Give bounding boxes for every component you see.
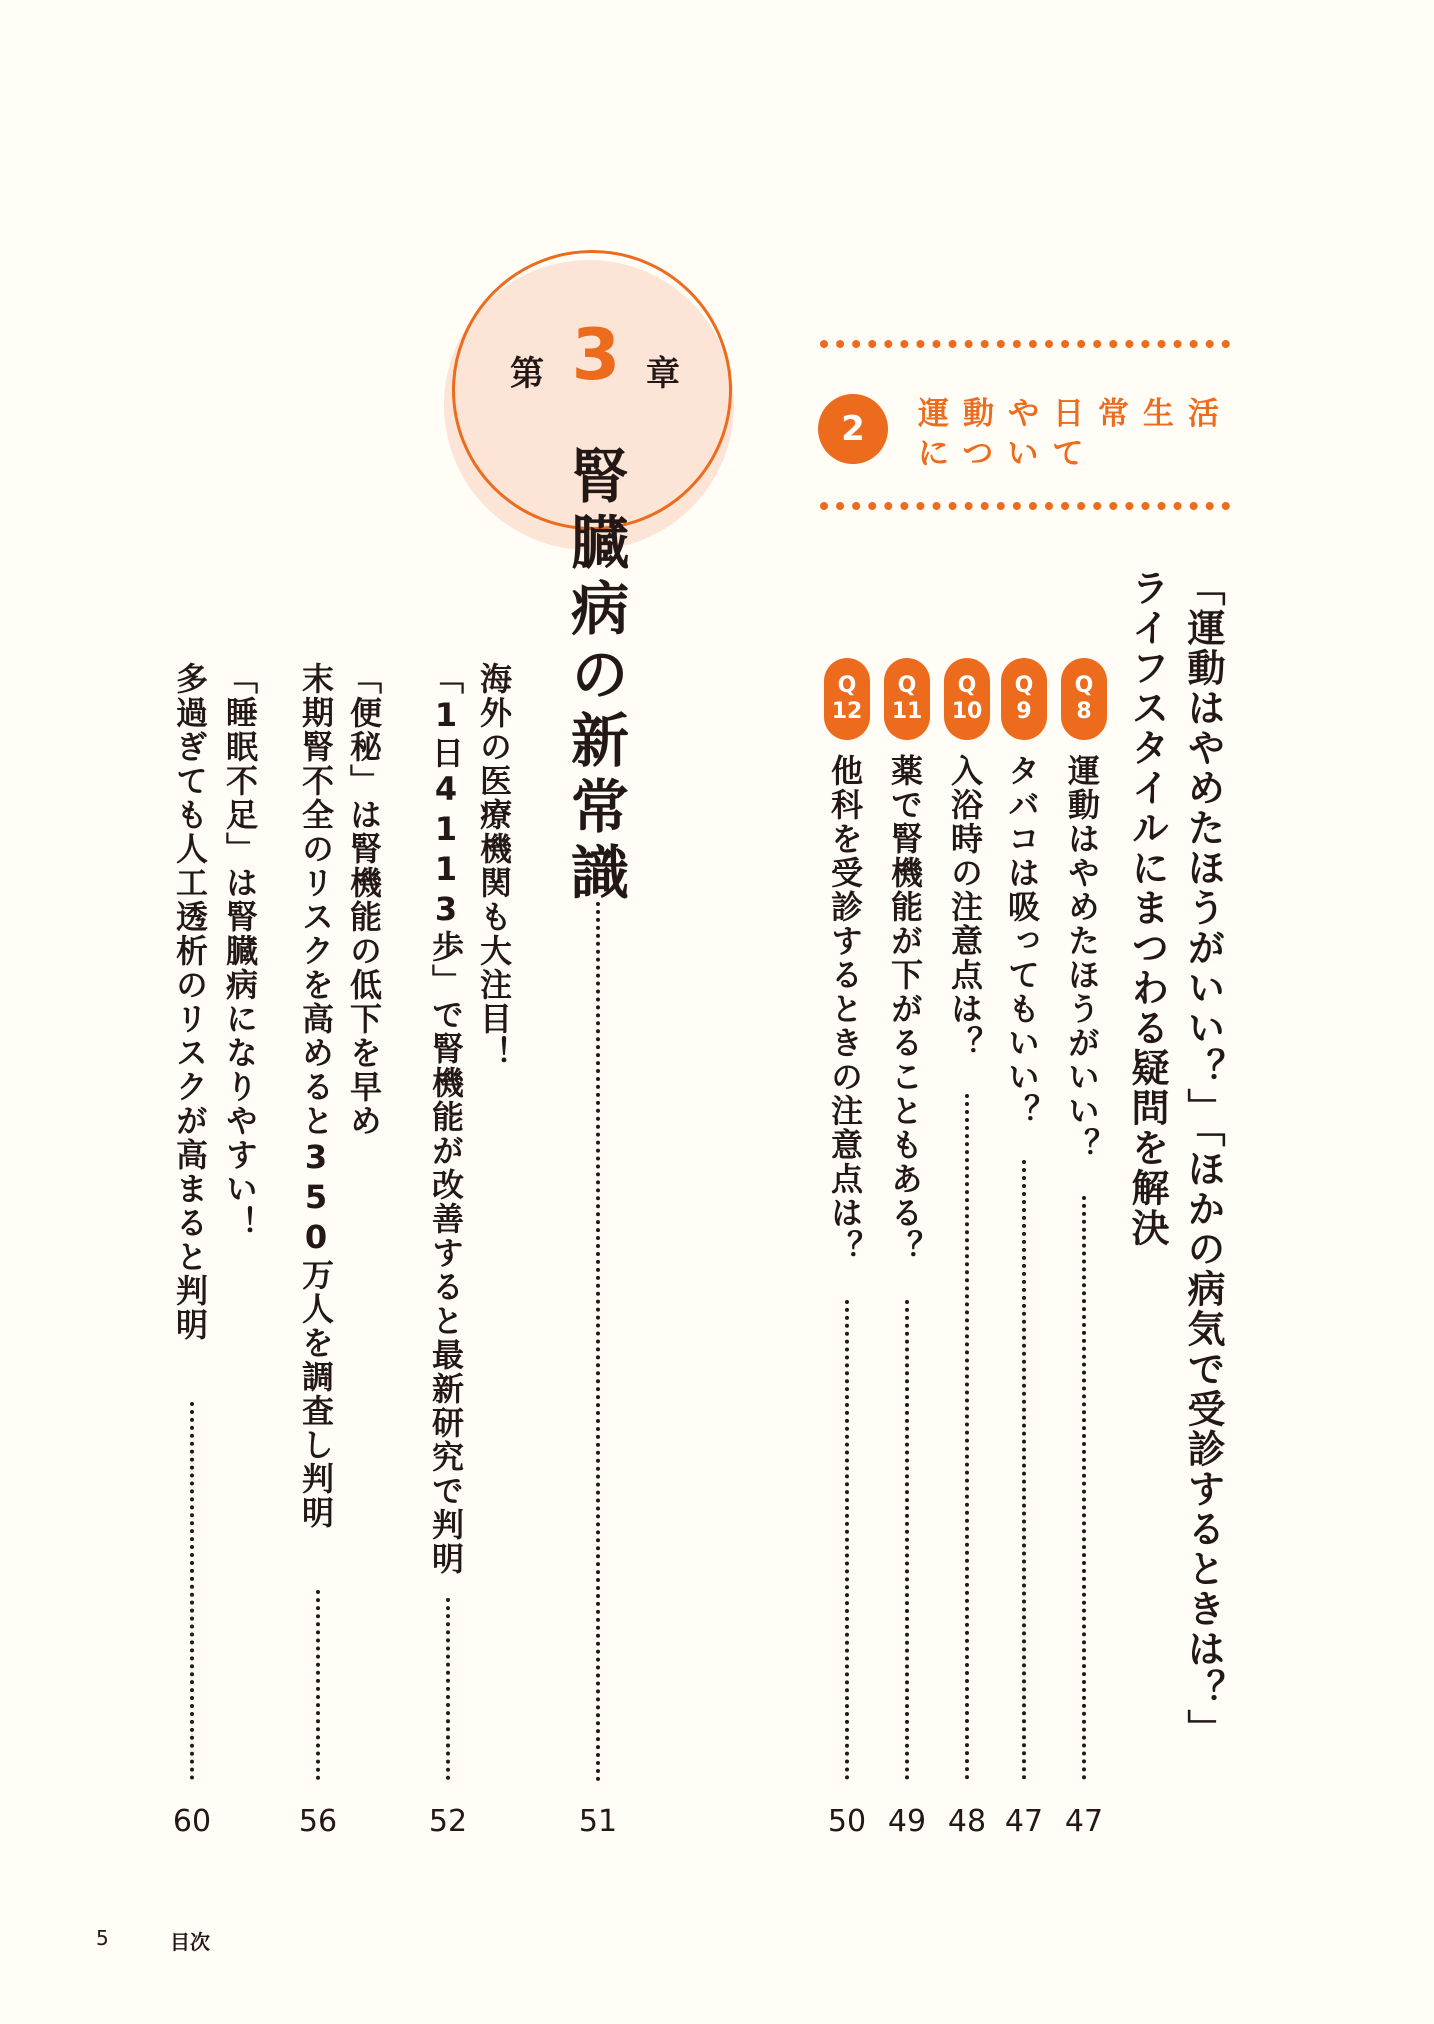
footer-label: 目次 bbox=[170, 1930, 210, 1954]
section-bottom-dots bbox=[820, 502, 1230, 510]
section-heading-line1: 「運動はやめたほうがいい？」「ほかの病気で受診するときは？」 bbox=[1181, 568, 1225, 1749]
q11-text[interactable]: 薬で腎機能が下がることもある？ bbox=[886, 754, 924, 1264]
article-1-leader-dots bbox=[446, 1598, 450, 1780]
q9-badge-q: Q bbox=[1014, 673, 1034, 698]
chapter-page: 51 bbox=[578, 1804, 618, 1839]
q9-badge-num: 9 bbox=[1016, 699, 1032, 724]
q8-badge-q: Q bbox=[1074, 673, 1094, 698]
q11-badge bbox=[884, 658, 930, 740]
q8-text[interactable]: 運動はやめたほうがいい？ bbox=[1063, 754, 1101, 1162]
q8-leader-dots bbox=[1082, 1196, 1086, 1780]
article-1-line2[interactable]: 「1日4113歩」で腎機能が改善すると最新研究で判明 bbox=[427, 662, 465, 1576]
article-2-line1[interactable]: 「便秘」は腎機能の低下を早め bbox=[345, 662, 383, 1138]
chapter-number: 3 bbox=[571, 314, 621, 396]
q10-leader-dots bbox=[965, 1094, 969, 1780]
article-3-leader-dots bbox=[190, 1402, 194, 1780]
article-2-leader-dots bbox=[316, 1590, 320, 1780]
q8-badge-num: 8 bbox=[1076, 699, 1092, 724]
article-2-page: 56 bbox=[298, 1804, 338, 1839]
q11-badge-num: 11 bbox=[891, 699, 923, 724]
chapter-suffix: 章 bbox=[646, 354, 680, 394]
section-title-line2: について bbox=[918, 436, 1098, 472]
q12-leader-dots bbox=[845, 1300, 849, 1780]
q10-badge bbox=[944, 658, 990, 740]
article-3-page: 60 bbox=[172, 1804, 212, 1839]
article-1-line1[interactable]: 海外の医療機関も大注目！ bbox=[475, 662, 513, 1070]
q12-badge bbox=[824, 658, 870, 740]
q12-badge-q: Q bbox=[837, 673, 857, 698]
article-2-line2[interactable]: 末期腎不全のリスクを高めると350万人を調査し判明 bbox=[297, 662, 335, 1530]
q10-text[interactable]: 入浴時の注意点は？ bbox=[946, 754, 984, 1060]
q9-text[interactable]: タバコは吸ってもいい？ bbox=[1003, 754, 1041, 1128]
section-top-dots bbox=[820, 340, 1230, 348]
q9-leader-dots bbox=[1022, 1160, 1026, 1780]
q9-badge bbox=[1001, 658, 1047, 740]
article-3-line2[interactable]: 多過ぎても人工透析のリスクが高まると判明 bbox=[171, 662, 209, 1342]
chapter-title[interactable]: 腎臓病の新常識 bbox=[561, 446, 629, 908]
q10-badge-q: Q bbox=[957, 673, 977, 698]
article-1-page: 52 bbox=[428, 1804, 468, 1839]
chapter-leader-dots bbox=[596, 902, 600, 1782]
section-title-line1: 運動や日常生活 bbox=[918, 396, 1233, 432]
q12-page: 50 bbox=[827, 1804, 867, 1839]
q12-badge-num: 12 bbox=[831, 699, 863, 724]
q12-text[interactable]: 他科を受診するときの注意点は？ bbox=[826, 754, 864, 1264]
article-3-line1[interactable]: 「睡眠不足」は腎臓病になりやすい！ bbox=[221, 662, 259, 1240]
section-number-badge: 2 bbox=[818, 394, 888, 464]
chapter-prefix: 第 bbox=[510, 354, 544, 394]
q10-page: 48 bbox=[947, 1804, 987, 1839]
q9-page: 47 bbox=[1004, 1804, 1044, 1839]
q10-badge-num: 10 bbox=[951, 699, 983, 724]
q11-leader-dots bbox=[905, 1300, 909, 1780]
q11-page: 49 bbox=[887, 1804, 927, 1839]
footer-page-number: 5 bbox=[96, 1926, 109, 1950]
section-heading-line2: ライフスタイルにまつわる疑問を解決 bbox=[1125, 568, 1169, 1248]
q8-badge bbox=[1061, 658, 1107, 740]
q11-badge-q: Q bbox=[897, 673, 917, 698]
q8-page: 47 bbox=[1064, 1804, 1104, 1839]
